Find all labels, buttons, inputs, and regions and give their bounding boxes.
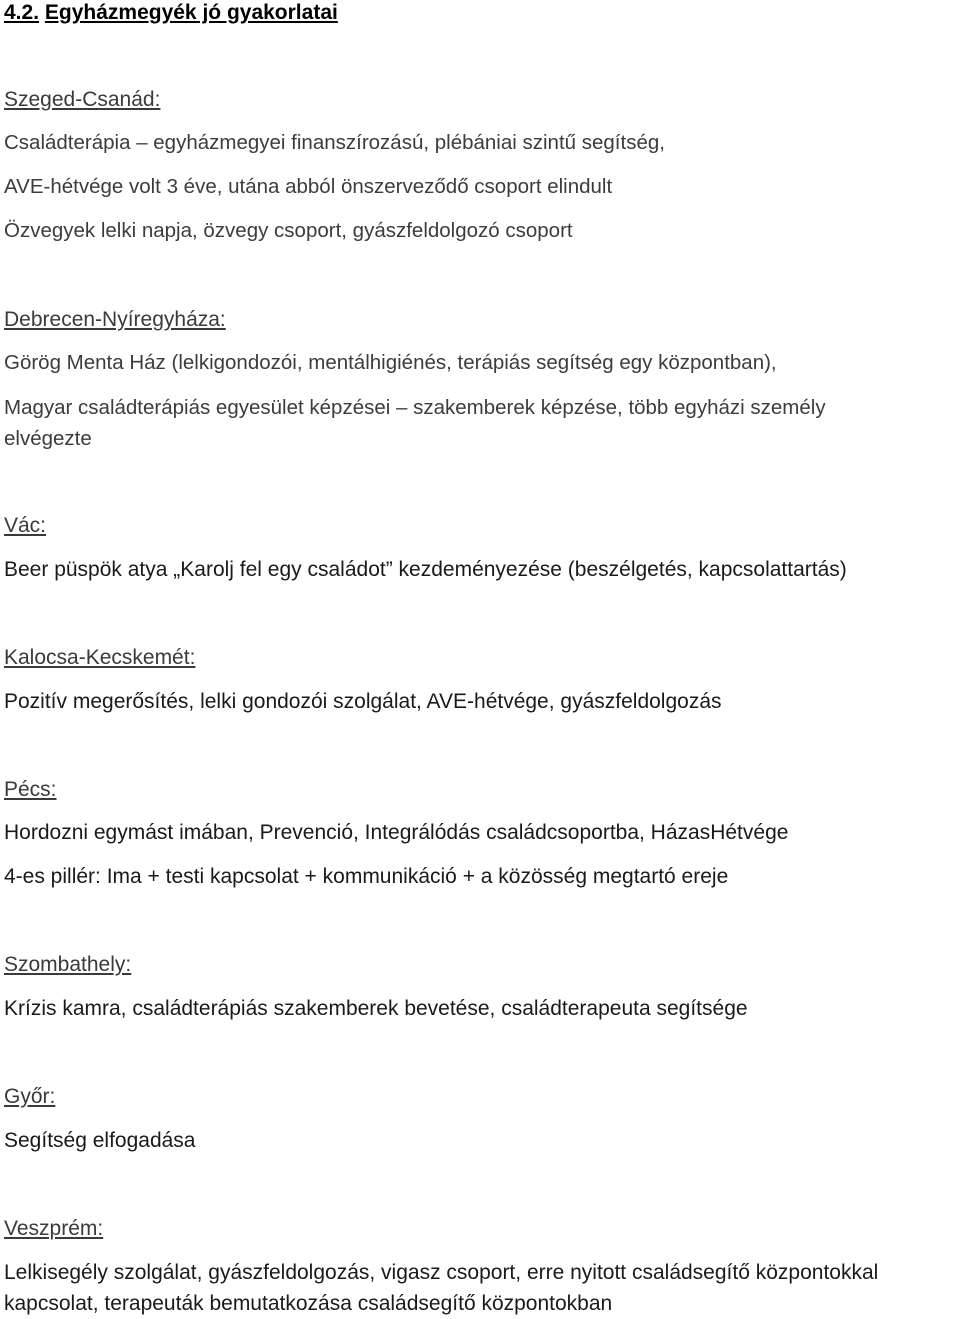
section-heading-kalocsa-kecskemet: Kalocsa-Kecskemét: (4, 646, 196, 669)
section-heading-gyor: Győr: (4, 1085, 56, 1108)
section-heading-szombathely: Szombathely: (4, 953, 132, 976)
title-text: Egyházmegyék jó gyakorlatai (44, 1, 338, 24)
document-title (4, 0, 338, 26)
section-line: kapcsolat, terapeuták bemutatkozása családsegítő központokban (4, 1292, 613, 1315)
title-number: 4.2. (4, 1, 40, 24)
section-line: AVE-hétvége volt 3 éve, utána abból önszerveződő csoport elindult (4, 175, 613, 198)
section-line: Beer püspök atya „Karolj fel egy családot” kezdeményezése (beszélgetés, kapcsolattartás) (4, 558, 847, 581)
section-line: Segítség elfogadása (4, 1129, 196, 1152)
section-heading-szeged-csanad: Szeged-Csanád: (4, 88, 161, 111)
section-heading-veszprem: Veszprém: (4, 1217, 104, 1240)
section-line: Görög Menta Ház (lelkigondozói, mentálhigiénés, terápiás segítség egy központban), (4, 351, 777, 374)
section-line: Lelkisegély szolgálat, gyászfeldolgozás, vigasz csoport, erre nyitott családsegítő központokkal (4, 1261, 879, 1284)
section-line: Családterápia – egyházmegyei finanszírozású, plébániai szintű segítség, (4, 131, 665, 154)
section-heading-pecs: Pécs: (4, 778, 57, 801)
section-line: Pozitív megerősítés, lelki gondozói szolgálat, AVE-hétvége, gyászfeldolgozás (4, 690, 722, 713)
section-line: Magyar családterápiás egyesület képzései – szakemberek képzése, több egyházi személy (4, 396, 826, 419)
section-line: 4-es pillér: Ima + testi kapcsolat + kommunikáció + a közösség megtartó ereje (4, 865, 729, 888)
section-line: Hordozni egymást imában, Prevenció, Integrálódás családcsoportba, HázasHétvége (4, 821, 789, 844)
section-heading-vac: Vác: (4, 514, 47, 537)
section-line: Özvegyek lelki napja, özvegy csoport, gyászfeldolgozó csoport (4, 219, 573, 242)
section-line: Krízis kamra, családterápiás szakemberek bevetése, családterapeuta segítsége (4, 997, 748, 1020)
section-heading-debrecen-nyiregyhaza: Debrecen-Nyíregyháza: (4, 308, 226, 331)
section-line: elvégezte (4, 427, 92, 450)
